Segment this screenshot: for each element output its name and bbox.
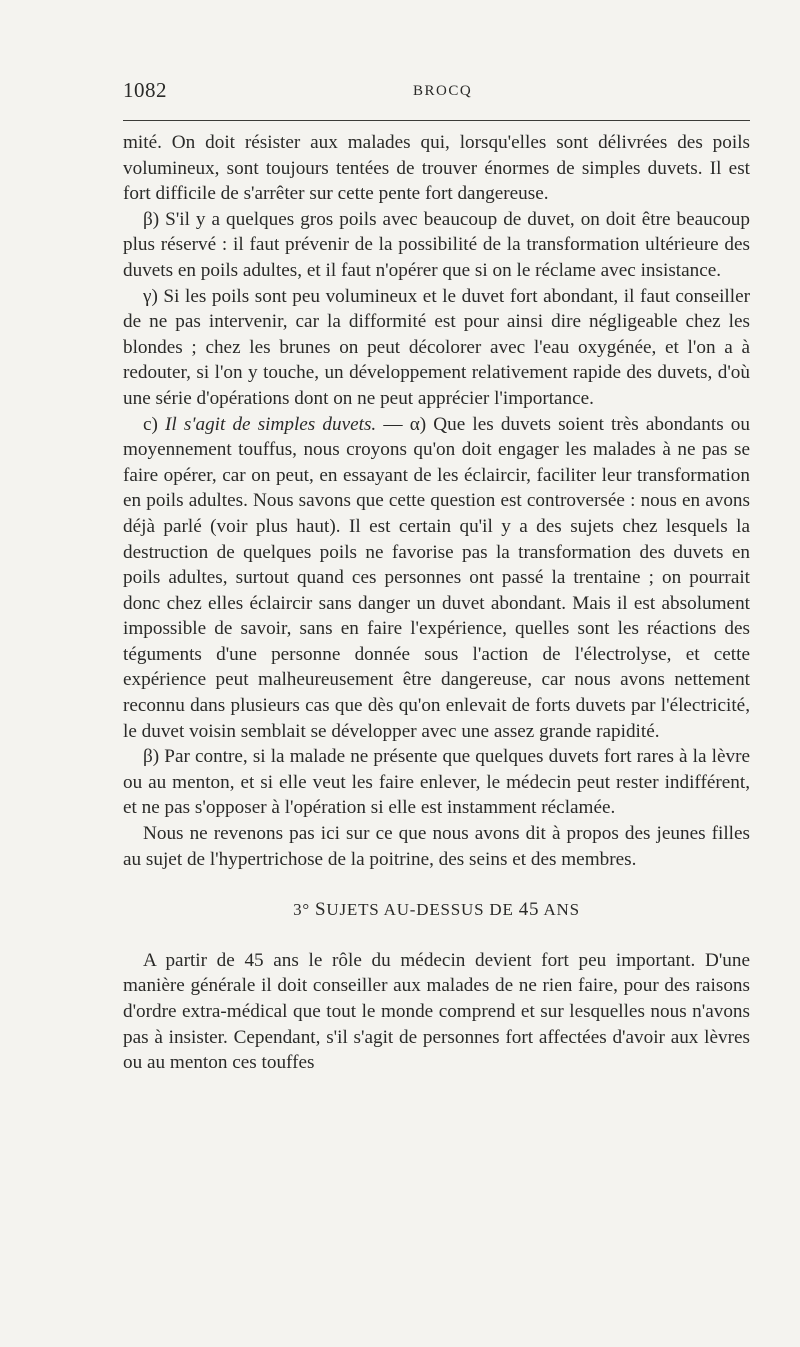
header-rule	[123, 120, 750, 121]
section-age: 45	[518, 899, 540, 921]
body-text	[123, 130, 750, 1076]
paragraph-gamma: γ) Si les poils sont peu volumineux et le duvet fort abondant, il faut conseiller de ne pas intervenir, car la difformité est pour ainsi dire négligeable chez les blondes ; chez les brunes on peut décolorer avec l'eau oxygénée, et l'on a à redouter, si l'on y touche, un développement relativement rapide des duvets, d'où une série d'opérations dont on ne peut apprécier l'importance.	[123, 285, 750, 409]
paragraph-after-45: A partir de 45 ans le rôle du médecin devient fort peu important. D'une manière générale il doit conseiller aux malades de ne rien faire, pour des raisons d'ordre extra-médical que tout le monde comprend et sur lesquelles nous n'avons pas à insister. Cependant, s'il s'agit de personnes fort affectées d'avoir aux lèvres ou au menton ces touffes	[123, 949, 750, 1074]
section-heading	[123, 897, 750, 923]
paragraph-c-lead: c)	[143, 413, 166, 435]
paragraph-c-body: — α) Que les duvets soient très abondants ou moyennement touffus, nous croyons qu'on doit engager les malades à ne pas se faire opérer, car on peut, en essayant de les éclaircir, faciliter leur transformation en poils adultes. Nous savons que cette question est controversée : nous en avons déjà parlé (voir plus haut). Il est certain qu'il y a des sujets chez lesquels la destruction de quelques poils ne favorise pas la transformation des duvets en poils adultes, surtout quand ces personnes ont passé la trentaine ; on pourrait donc chez elles éclaircir sans danger un duvet abondant. Mais il est absolument impossible de savoir, sans en faire l'expérience, quelles sont les réactions des téguments d'une personne donnée sous l'action de l'électrolyse, et cette expérience peut malheureusement être dangereuse, car nous avons nettement reconnu dans plusieurs cas que dès qu'on enlevait de forts duvets par l'électricité, le duvet voisin semblait se développer avec une assez grande rapidité.	[123, 413, 750, 742]
paragraph-beta: β) S'il y a quelques gros poils avec beaucoup de duvet, on doit être beaucoup plus réservé : il faut prévenir de la possibilité de la transformation ultérieure des duvets en poils adultes, et il faut n'opérer que si on le réclame avec insistance.	[123, 208, 750, 281]
page-number: 1082	[123, 78, 167, 102]
paragraph-c	[123, 412, 750, 745]
running-head: BROCQ	[413, 83, 473, 99]
section-suffix: ANS	[543, 900, 580, 920]
section-title-rest: UJETS AU-DESSUS DE	[326, 900, 514, 920]
paragraph-c-italic-heading: Il s'agit de simples duvets.	[165, 413, 377, 435]
section-number: 3°	[293, 900, 310, 920]
section-title-initial: S	[315, 899, 327, 921]
paragraph-beta-2: β) Par contre, si la malade ne présente que quelques duvets fort rares à la lèvre ou au menton, et si elle veut les faire enlever, le médecin peut rester indifférent, et ne pas s'opposer à l'opération si elle est instamment réclamée.	[123, 746, 750, 819]
page-header	[123, 78, 750, 102]
paragraph-continuation: mité. On doit résister aux malades qui, lorsqu'elles sont délivrées des poils volumineux, sont toujours tentées de trouver énormes de simples duvets. Il est fort difficile de s'arrêter sur cette pente fort dangereuse.	[123, 132, 750, 205]
paragraph-young-girls: Nous ne revenons pas ici sur ce que nous avons dit à propos des jeunes filles au sujet de l'hypertrichose de la poitrine, des seins et des membres.	[123, 823, 750, 870]
